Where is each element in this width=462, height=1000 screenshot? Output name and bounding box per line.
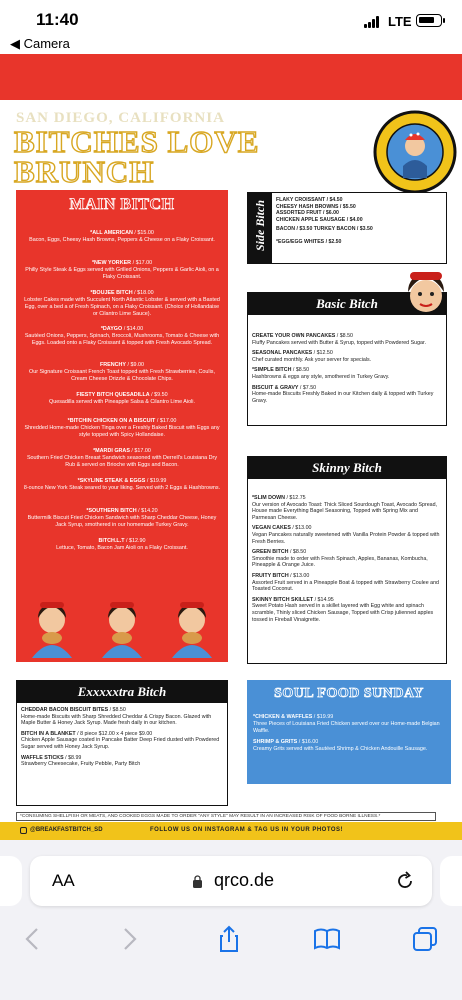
menu-item: FRENCHY / $9.00 Our Signature Croissant French Toast topped with Fresh Strawberries, Coulis, Cream Cheese Drizzle & Chocolate Chips. — [29, 362, 215, 382]
side-item: CHEESY HASH BROWNS / $5.50 — [276, 203, 356, 210]
signal-icon — [364, 16, 382, 28]
food-safety-disclaimer: *CONSUMING SHELLFISH OR MEATS, AND COOKED EGGS MADE TO ORDER "ANY STYLE" MAY RESULT IN AN INCREASED RISK OF FOOD BORNE ILLNESS.* — [16, 812, 436, 821]
next-tab-peek[interactable] — [440, 856, 462, 906]
url-text[interactable]: qrco.de — [214, 870, 275, 890]
menu-item: BITCH IN A BLANKET / 8 piece $12.00 x 4 piece $9.00 Chicken Apple Sausage coated in Pancake Batter Deep Fried dusted with Powdered Sugar served with Honey Jack Syrup. — [21, 730, 220, 750]
menu-item: *SOUTHERN BITCH / $14.20 Buttermilk Biscuit Fried Chicken Sandwich with Sharp Cheddar Cheese, Honey Jack Syrup, smothered in our homemade Turkey Gravy. — [27, 508, 217, 528]
side-item: ASSORTED FRUIT / $6.00 — [276, 210, 339, 217]
main-bitch-heading: MAIN BITCH — [69, 196, 175, 213]
previous-tab-peek[interactable] — [0, 856, 22, 906]
menu-item: *SIMPLE BITCH / $8.50 Hashbrowns & eggs any style, smothered in Turkey Gravy. — [252, 367, 390, 380]
mascot-face-illustration — [400, 262, 452, 326]
menu-item: VEGAN CAKES / $13.00 Vegan Pancakes naturally sweetened with Vanilla Protein Powder & topped with Fresh Berries. — [252, 525, 440, 545]
menu-title-line2: BRUNCH — [14, 154, 155, 189]
side-bitch-section — [247, 192, 447, 264]
menu-item: GREEN BITCH / $8.50 Smoothie made to order with Fresh Spinach, Apples, Bananas, Kombucha, Pineapple & Orange Juice. — [252, 549, 428, 569]
mascot-illustration — [22, 592, 222, 658]
menu-item: *NEW YORKER / $17.00 Philly Style Steak & Eggs served with Grilled Onions, Peppers & Garlic Aioli, on a Flaky Croissant. — [25, 260, 219, 280]
skinny-bitch-section — [247, 456, 447, 664]
reload-icon[interactable] — [394, 870, 416, 892]
forward-arrow-icon[interactable] — [114, 924, 144, 954]
soul-food-sunday-section — [247, 680, 451, 784]
menu-item: *SKYLINE STEAK & EGGS / $19.99 8-ounce New York Steak seared to your liking. Served with 2 Eggs & Hashbrowns. — [23, 478, 221, 491]
main-bitch-section — [16, 190, 228, 662]
menu-item: FRUITY BITCH / $13.00 Assorted Fruit served in a Pineapple Boat & topped with Strawberry Coulee and Toasted Coconut. — [252, 572, 439, 593]
city-label: SAN DIEGO, CALIFORNIA — [16, 110, 225, 126]
side-item: FLAKY CROISSANT / $4.50 — [276, 197, 343, 203]
follow-us-text: FOLLOW US ON INSTAGRAM & TAG US IN YOUR PHOTOS! — [150, 827, 344, 833]
address-bar[interactable] — [30, 856, 432, 906]
skinny-bitch-heading: Skinny Bitch — [248, 457, 446, 479]
menu-item: *BITCHIN CHICKEN ON A BISCUIT / $17.00 Shredded Home-made Chicken Tinga over a Freshly Baked Biscuit with Eggs any style topped with Spicy Hollandaise. — [24, 418, 220, 438]
bookmarks-icon[interactable] — [312, 924, 342, 954]
menu-item: SHRIMP & GRITS / $16.00 Creamy Grits served with Sautéed Shrimp & Chicken Andouille Sausage. — [253, 739, 428, 753]
battery-icon — [416, 14, 442, 27]
side-item: CHICKEN APPLE SAUSAGE / $4.00 — [276, 216, 363, 223]
menu-item: BITCH.L.T / $12.90 Lettuce, Tomato, Bacon Jam Aioli on a Flaky Croissant. — [56, 538, 188, 551]
network-type: LTE — [388, 14, 412, 29]
menu-item: BISCUIT & GRAVY / $7.50 Home-made Biscuits Freshly Baked in our Kitchen daily & topped with Turkey Gravy. — [252, 384, 434, 404]
menu-footer — [0, 822, 462, 840]
status-bar — [0, 0, 462, 54]
back-arrow-icon[interactable] — [18, 924, 48, 954]
menu-top-band — [0, 54, 462, 100]
menu-item: FIESTY BITCH QUESADILLA / $9.50 Quesadilla served with Pineapple Salsa & Cilantro Lime Aioli. — [49, 392, 195, 405]
clock: 11:40 — [36, 10, 79, 29]
share-icon[interactable] — [214, 924, 244, 954]
lock-icon — [192, 875, 203, 888]
side-item: *EGG/EGG WHITES / $2.50 — [276, 238, 342, 245]
menu-item: *BOUJEE BITCH / $18.00 Lobster Cakes made with Succulent North Atlantic Lobster & served with a Basted Egg, over a bed a of Fresh Spinach, on a Flaky Croissant. (Choice of Hollandaise or Cilantro Lime Sauce). — [24, 290, 220, 317]
menu-item: *SLIM DOWN / $12.75 Our version of Avocado Toast: Thick Sliced Sourdough Toast, Avocado Spread, House made Everything Bagel Seasoning, Topped with Spring Mix and Parmesan Cheese. — [252, 495, 438, 521]
basic-bitch-heading: Basic Bitch — [248, 293, 446, 315]
reader-options-button[interactable]: AA — [52, 871, 75, 890]
menu-item: *MARDI GRAS / $17.00 Southern Fried Chicken Breast Sandwich seasoned with Derrell's Louisiana Dry Rub & served on Brioche with Eggs and Bacon. — [26, 448, 218, 468]
side-bitch-heading: Side Bitch — [253, 199, 267, 251]
instagram-icon — [20, 827, 27, 834]
menu-item: CREATE YOUR OWN PANCAKES / $8.50 Fluffy Pancakes served with Butter & Syrup, topped with Powdered Sugar. — [252, 333, 426, 346]
extra-bitch-heading: Exxxxxtra Bitch — [17, 681, 227, 703]
menu-page — [0, 100, 462, 840]
extra-bitch-section — [16, 680, 228, 806]
instagram-handle: @BREAKFASTBITCH_SD — [30, 827, 103, 833]
menu-item: SKINNY BITCH SKILLET / $14.95 Sweet Potato Hash served in a skillet layered with Egg white and spinach scramble, Thinly sliced Chicken Sausage, Topped with Crisp julienned apples tossed in Fireball Vinaigrette. — [252, 596, 434, 623]
menu-item: *DAYGO / $14.00 Sautéed Onions, Peppers, Spinach, Broccoli, Mushrooms, Tomato & Cheese with Eggs. Loaded onto a Flaky Croissant & topped with Fresh Avocado Spread. — [24, 326, 220, 346]
menu-item: *ALL AMERICAN / $15.00 Bacon, Eggs, Cheesy Hash Browns, Peppers & Cheese on a Flaky Croissant. — [29, 230, 215, 243]
back-to-camera-link[interactable]: ◀ Camera — [10, 36, 70, 51]
menu-title-line1: BITCHES LOVE — [14, 124, 260, 159]
soul-food-heading: SOUL FOOD SUNDAY — [274, 686, 424, 701]
menu-item: SEASONAL PANCAKES / $12.50 Chef curated monthly. Ask your server for specials. — [252, 350, 372, 363]
menu-item: WAFFLE STICKS / $8.99 Strawberry Cheesecake, Fruity Pebble, Party Bitch — [21, 754, 141, 768]
side-item: BACON / $3.50 TURKEY BACON / $3.50 — [276, 226, 373, 233]
menu-item: *CHICKEN & WAFFLES / $19.99 Three Pieces of Louisiana Fried Chicken served over our Home-made Belgian Waffle. — [253, 714, 440, 734]
tabs-icon[interactable] — [410, 924, 440, 954]
browser-toolbar — [0, 840, 462, 1000]
menu-item: CHEDDAR BACON BISCUIT BITES / $8.50 Home-made Biscuits with Sharp Shredded Cheddar & Crispy Bacon. Glazed with Maple Butter & Honey Jack Syrup. Made fresh daily in our kitchen. — [21, 707, 212, 727]
